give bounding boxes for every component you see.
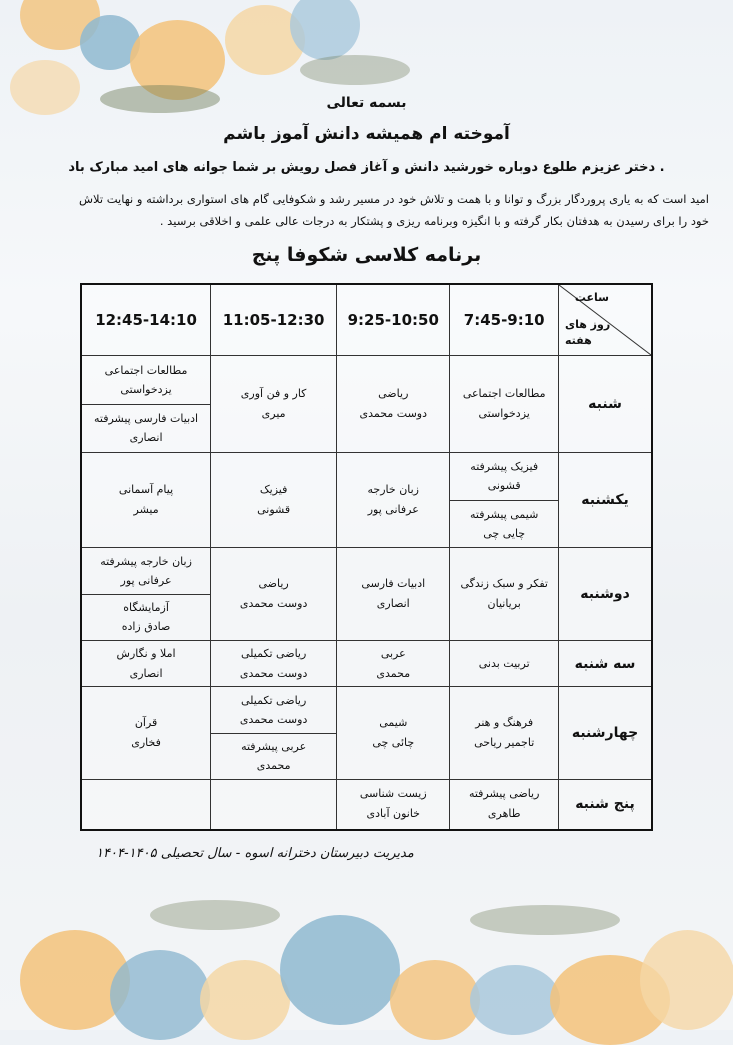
class-entry bbox=[82, 404, 210, 453]
schedule-cell bbox=[450, 356, 559, 453]
teacher-name: تاجمیر ریاحی bbox=[474, 736, 535, 749]
teacher-name: محمدی bbox=[376, 666, 411, 680]
teacher-name: محمدی bbox=[256, 759, 291, 773]
day-label: یکشنبه bbox=[559, 453, 653, 548]
schedule-table bbox=[80, 283, 653, 831]
schedule-title: برنامه کلاسی شکوفا پنج bbox=[251, 244, 482, 266]
subject-name: ریاضی پیشرفته bbox=[468, 787, 540, 801]
teacher-name: میشر bbox=[133, 503, 159, 516]
class-entry bbox=[211, 687, 336, 733]
schedule-cell bbox=[337, 356, 450, 453]
subject-name: زبان خارجه bbox=[367, 483, 419, 496]
teacher-name: عرفانی پور bbox=[120, 573, 172, 587]
corner-header bbox=[559, 284, 653, 356]
greeting: دختر عزیزم طلوع دوباره خورشید دانش و آغاز فصل رویش بر شما جوانه های امید مبارک باد . bbox=[68, 160, 665, 175]
subject-name: زبان خارجه پیشرفته bbox=[100, 554, 192, 568]
corner-day: روز های هفته bbox=[565, 318, 611, 347]
teacher-name: قشونی bbox=[257, 503, 291, 516]
teacher-name: فخاری bbox=[131, 736, 161, 749]
subject-name: ریاضی تکمیلی bbox=[240, 693, 307, 707]
teacher-name: صادق زاده bbox=[121, 620, 171, 634]
schedule-cell bbox=[450, 780, 559, 830]
teacher-name: خانون آبادی bbox=[366, 807, 420, 821]
subject-name: مطالعات اجتماعی bbox=[104, 363, 188, 377]
schedule-cell bbox=[337, 687, 450, 780]
table-row bbox=[81, 687, 652, 780]
schedule-cell bbox=[450, 548, 559, 641]
subject-name: ادبیات فارسی پیشرفته bbox=[94, 412, 199, 426]
teacher-name: انصاری bbox=[129, 431, 163, 445]
schedule-cell bbox=[81, 641, 211, 687]
footer-signature: مدیریت دبیرستان دخترانه اسوه - سال تحصیلی ۱۴۰۵-۱۴۰۴ bbox=[96, 846, 414, 861]
subject-name: فیزیک پیشرفته bbox=[470, 460, 539, 474]
teacher-name: عرفانی پور bbox=[367, 503, 419, 516]
intro-paragraph: امید است که به یاری پروردگار بزرگ و توانا و با همت و تلاش خود در مسیر رشد و شکوفایی گام های استواری برداشته و نهایت تلاش خود را برای رسیدن به هدفتان بکار گرفته و با انگیزه وبرنامه ریزی و پشتکار به درجات عالی علمی و اخلاقی برسید . bbox=[78, 192, 709, 228]
time-slot-1: 7:45-9:10 bbox=[450, 284, 559, 356]
class-entry bbox=[82, 548, 210, 594]
schedule-cell bbox=[211, 356, 337, 453]
class-entry bbox=[450, 500, 558, 548]
subject-name: تربیت بدنی bbox=[478, 656, 530, 670]
schedule-cell bbox=[337, 453, 450, 548]
subject-name: شیمی bbox=[379, 716, 408, 729]
teacher-name: دوست محمدی bbox=[239, 712, 308, 726]
class-entry bbox=[82, 594, 210, 641]
bismillah: بسمه تعالی bbox=[326, 95, 407, 111]
day-label: سه شنبه bbox=[559, 641, 653, 687]
subject-name: تفکر و سبک زندگی bbox=[460, 577, 548, 590]
schedule-cell bbox=[337, 780, 450, 830]
class-entry bbox=[211, 733, 336, 780]
schedule-cell bbox=[211, 641, 337, 687]
table-row bbox=[81, 641, 652, 687]
schedule-cell bbox=[450, 641, 559, 687]
table-row bbox=[81, 780, 652, 830]
subject-name: عربی bbox=[380, 646, 406, 660]
teacher-name: یزدخواستی bbox=[478, 407, 530, 420]
schedule-cell bbox=[450, 687, 559, 780]
teacher-name: دوست محمدی bbox=[359, 407, 427, 420]
schedule-cell bbox=[211, 780, 337, 830]
schedule-cell bbox=[337, 548, 450, 641]
teacher-name: طاهری bbox=[487, 807, 521, 821]
teacher-name: دوست محمدی bbox=[239, 666, 308, 680]
schedule-cell bbox=[211, 548, 337, 641]
schedule-cell bbox=[81, 453, 211, 548]
table-row bbox=[81, 453, 652, 548]
teacher-name: انصاری bbox=[129, 666, 163, 680]
time-slot-4: 12:45-14:10 bbox=[81, 284, 211, 356]
subject-name: مطالعات اجتماعی bbox=[462, 387, 546, 400]
teacher-name: میری bbox=[261, 407, 286, 420]
schedule-cell bbox=[81, 780, 211, 830]
subject-name: ریاضی bbox=[378, 387, 409, 400]
teacher-name: انصاری bbox=[376, 597, 410, 610]
subject-name: قرآن bbox=[134, 716, 158, 729]
subject-name: شیمی پیشرفته bbox=[470, 507, 539, 521]
time-slot-3: 11:05-12:30 bbox=[211, 284, 337, 356]
subject-name: ریاضی تکمیلی bbox=[240, 646, 307, 660]
table-row bbox=[81, 548, 652, 641]
class-entry bbox=[450, 453, 558, 500]
day-label: چهارشنبه bbox=[559, 687, 653, 780]
subject-name: آزمایشگاه bbox=[123, 601, 169, 615]
teacher-name: یزدخواستی bbox=[120, 382, 172, 396]
class-entry bbox=[82, 356, 210, 404]
subject-name: پیام آسمانی bbox=[118, 483, 174, 496]
schedule-cell bbox=[337, 641, 450, 687]
teacher-name: قشونی bbox=[487, 479, 521, 493]
teacher-name: چائی چی bbox=[372, 736, 415, 749]
subject-name: املا و نگارش bbox=[116, 646, 176, 660]
teacher-name: چایی چی bbox=[483, 526, 526, 540]
subject-name: کار و فن آوری bbox=[240, 387, 307, 400]
subject-name: فیزیک bbox=[259, 483, 288, 496]
teacher-name: بریانیان bbox=[487, 597, 521, 610]
schedule-cell bbox=[211, 453, 337, 548]
subject-name: ریاضی bbox=[258, 577, 289, 590]
subject-name: فرهنگ و هنر bbox=[475, 716, 534, 729]
table-row bbox=[81, 356, 652, 453]
time-slot-2: 9:25-10:50 bbox=[337, 284, 450, 356]
teacher-name: دوست محمدی bbox=[239, 597, 308, 610]
corner-hour: ساعت bbox=[574, 291, 609, 304]
schedule-cell bbox=[211, 687, 337, 780]
subject-name: ادبیات فارسی bbox=[361, 577, 426, 590]
schedule-cell bbox=[450, 453, 559, 548]
day-label: دوشنبه bbox=[559, 548, 653, 641]
subject-name: عربی پیشرفته bbox=[241, 740, 307, 754]
schedule-cell bbox=[81, 687, 211, 780]
schedule-cell bbox=[81, 548, 211, 641]
subject-name: زیست شناسی bbox=[359, 787, 427, 801]
day-label: پنج شنبه bbox=[559, 780, 653, 830]
day-label: شنبه bbox=[559, 356, 653, 453]
schedule-cell bbox=[81, 356, 211, 453]
page-title: آموخته ام همیشه دانش آموز باشم bbox=[223, 124, 510, 144]
